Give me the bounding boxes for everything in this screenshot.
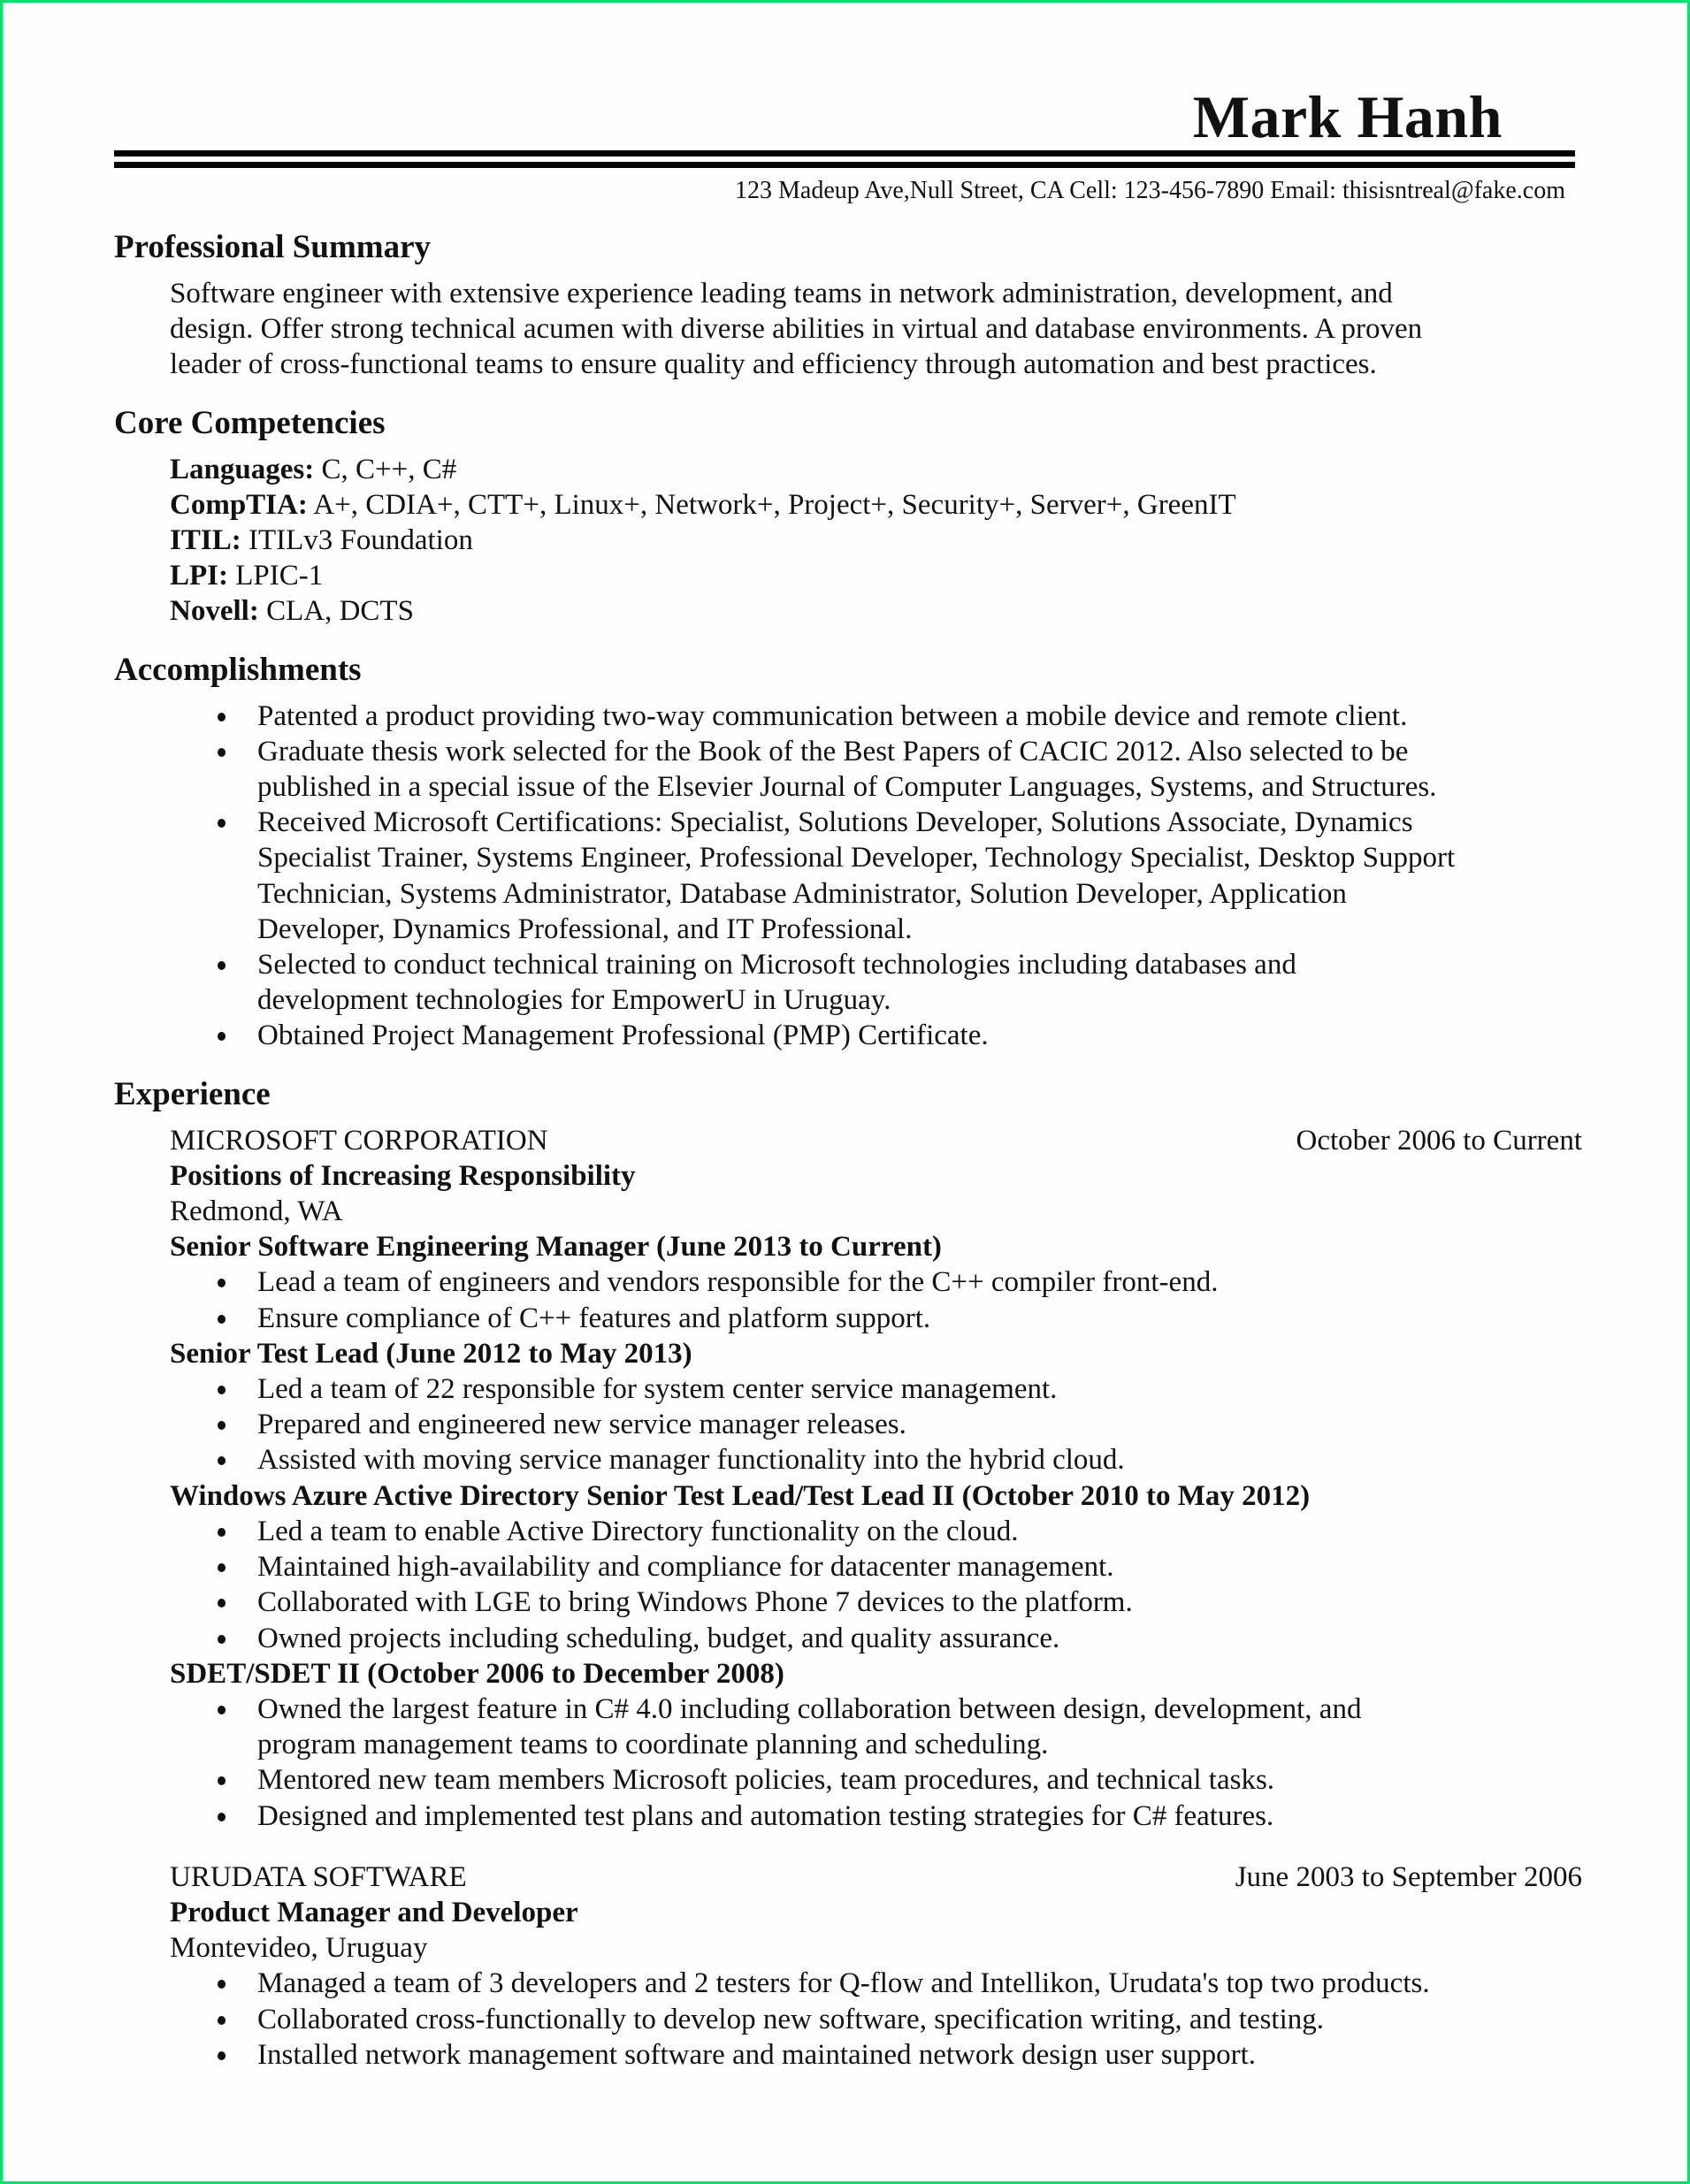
bullet-text: Obtained Project Management Professional (PMP) Certificate. [257, 1019, 989, 1052]
list-item [114, 1585, 1582, 1620]
summary-line: leader of cross-functional teams to ensure quality and efficiency through automation and best practices. [170, 348, 1377, 381]
competency-item [114, 452, 1582, 487]
contact-info: 123 Madeup Ave,Null Street, CA Cell: 123-456-7890 Email: thisisntreal@fake.com [735, 177, 1565, 204]
bullet-text: Selected to conduct technical training on Microsoft technologies including databases and [257, 949, 1296, 981]
bullet-list [114, 699, 1582, 1054]
header-rule-bottom [114, 162, 1575, 168]
bullet-text: Developer, Dynamics Professional, and IT Professional. [257, 913, 913, 945]
job-header [114, 1123, 1582, 1158]
bullet-text: Designed and implemented test plans and automation testing strategies for C# features. [257, 1799, 1274, 1832]
bullet-text: Owned the largest feature in C# 4.0 including collaboration between design, development, and [257, 1692, 1362, 1725]
list-item [114, 2002, 1582, 2037]
section-heading-competencies: Core Competencies [114, 404, 386, 441]
bullet-list [114, 1371, 1582, 1478]
job-location: Montevideo, Uruguay [170, 1932, 428, 1965]
bullet-text: Collaborated cross-functionally to develop new software, specification writing, and testing. [257, 2003, 1324, 2035]
bullet-icon [218, 1279, 226, 1287]
bullet-text: Mentored new team members Microsoft policies, team procedures, and technical tasks. [257, 1764, 1275, 1797]
competency-item [114, 558, 1582, 593]
list-item [114, 805, 1582, 947]
job-dates: June 2003 to September 2006 [1235, 1860, 1582, 1893]
bullet-text: Maintained high-availability and compliance for datacenter management. [257, 1551, 1114, 1584]
competency-label: ITIL: [170, 524, 241, 557]
list-item [114, 1018, 1582, 1053]
bullet-list [114, 1514, 1582, 1656]
bullet-icon [218, 1813, 226, 1821]
competency-label: CompTIA: [170, 488, 308, 521]
competency-value: A+, CDIA+, CTT+, Linux+, Network+, Project+, Security+, Server+, GreenIT [307, 488, 1236, 521]
bullet-text: Technician, Systems Administrator, Database Administrator, Solution Developer, Application [257, 877, 1347, 910]
list-item [114, 1264, 1582, 1300]
list-item [114, 1549, 1582, 1585]
summary-line: Software engineer with extensive experience leading teams in network administration, development, and [170, 278, 1393, 309]
job-dates: October 2006 to Current [1296, 1124, 1582, 1157]
section-heading-experience: Experience [114, 1075, 271, 1112]
job-header [114, 1859, 1582, 1895]
bullet-text: Managed a team of 3 developers and 2 testers for Q-flow and Intellikon, Urudata's top two products. [257, 1967, 1430, 2000]
competency-item [114, 593, 1582, 629]
list-item [114, 1762, 1582, 1798]
list-item [114, 1301, 1582, 1336]
competency-item [114, 487, 1582, 523]
bullet-text: published in a special issue of the Elsevier Journal of Computer Languages, Systems, and Structures. [257, 771, 1437, 804]
bullet-icon [218, 1599, 226, 1607]
bullet-icon [218, 819, 226, 828]
job-location: Redmond, WA [170, 1195, 343, 1228]
list-item [114, 947, 1582, 1018]
bullet-icon [218, 2051, 226, 2060]
bullet-text: Led a team to enable Active Directory functionality on the cloud. [257, 1515, 1019, 1547]
bullet-text: Graduate thesis work selected for the Book of the Best Papers of CACIC 2012. Also selected to be [257, 735, 1409, 767]
role-title: Windows Azure Active Directory Senior Test Lead/Test Lead II (October 2010 to May 2012) [170, 1479, 1311, 1512]
bullet-icon [218, 1456, 226, 1465]
list-item [114, 1371, 1582, 1407]
role-title: Senior Software Engineering Manager (June 2013 to Current) [170, 1231, 942, 1264]
role-title: Senior Test Lead (June 2012 to May 2013) [170, 1337, 692, 1370]
bullet-icon [218, 1776, 226, 1785]
list-item [114, 1798, 1582, 1834]
list-item [114, 1966, 1582, 2001]
bullet-text: Owned projects including scheduling, budget, and quality assurance. [257, 1622, 1060, 1654]
role-title: SDET/SDET II (October 2006 to December 2008) [170, 1657, 784, 1690]
bullet-text: Received Microsoft Certifications: Specialist, Solutions Developer, Solutions Associate, Dynamics [257, 806, 1413, 839]
bullet-list [114, 1264, 1582, 1335]
bullet-icon [218, 1386, 226, 1394]
header-rule-top [114, 150, 1575, 157]
bullet-icon [218, 2016, 226, 2025]
candidate-name: Mark Hanh [1192, 83, 1503, 150]
competency-value: CLA, DCTS [258, 595, 414, 628]
job-title: Product Manager and Developer [170, 1896, 578, 1928]
competency-value: LPIC-1 [228, 560, 324, 592]
section-heading-accomplishments: Accomplishments [114, 651, 362, 688]
bullet-icon [218, 961, 226, 970]
bullet-icon [218, 1315, 226, 1324]
section-heading-summary: Professional Summary [114, 229, 432, 265]
list-item [114, 1514, 1582, 1549]
list-item [114, 1407, 1582, 1442]
company-name: URUDATA SOFTWARE [170, 1860, 467, 1893]
list-item [114, 2037, 1582, 2073]
bullet-text: Prepared and engineered new service manager releases. [257, 1409, 906, 1441]
bullet-icon [218, 1421, 226, 1430]
bullet-icon [218, 1635, 226, 1644]
competency-value: C, C++, C# [314, 453, 457, 485]
bullet-list [114, 1691, 1582, 1834]
job-title: Positions of Increasing Responsibility [170, 1159, 636, 1192]
bullet-text: Lead a team of engineers and vendors responsible for the C++ compiler front-end. [257, 1266, 1219, 1299]
bullet-icon [218, 748, 226, 757]
bullet-text: Assisted with moving service manager functionality into the hybrid cloud. [257, 1444, 1125, 1477]
bullet-text: program management teams to coordinate planning and scheduling. [257, 1729, 1049, 1761]
competency-value: ITILv3 Foundation [241, 524, 473, 557]
competency-item [114, 523, 1582, 558]
list-item [114, 1442, 1582, 1478]
list-item [114, 1691, 1582, 1762]
bullet-icon [218, 1980, 226, 1989]
bullet-text: Ensure compliance of C++ features and platform support. [257, 1302, 931, 1334]
summary-line: design. Offer strong technical acumen with diverse abilities in virtual and database environments. A proven [170, 313, 1423, 346]
bullet-icon [218, 1032, 226, 1041]
bullet-list [114, 1966, 1582, 2073]
bullet-icon [218, 1706, 226, 1714]
resume-body [114, 228, 1582, 2073]
competency-label: Novell: [170, 595, 259, 628]
competency-label: LPI: [170, 560, 228, 592]
competency-label: Languages: [170, 453, 315, 485]
bullet-icon [218, 1528, 226, 1537]
bullet-text: Patented a product providing two-way communication between a mobile device and remote client. [257, 699, 1408, 732]
bullet-icon [218, 713, 226, 722]
bullet-text: Specialist Trainer, Systems Engineer, Professional Developer, Technology Specialist, Desktop Support [257, 842, 1456, 874]
company-name: MICROSOFT CORPORATION [170, 1124, 548, 1157]
bullet-icon [218, 1563, 226, 1572]
bullet-text: Led a team of 22 responsible for system center service management. [257, 1373, 1058, 1406]
bullet-text: Installed network management software and maintained network design user support. [257, 2038, 1257, 2071]
job-spacer [114, 1834, 1582, 1859]
list-item [114, 1621, 1582, 1656]
bullet-text: Collaborated with LGE to bring Windows Phone 7 devices to the platform. [257, 1586, 1133, 1619]
bullet-text: development technologies for EmpowerU in Uruguay. [257, 984, 891, 1017]
list-item [114, 699, 1582, 734]
list-item [114, 734, 1582, 805]
